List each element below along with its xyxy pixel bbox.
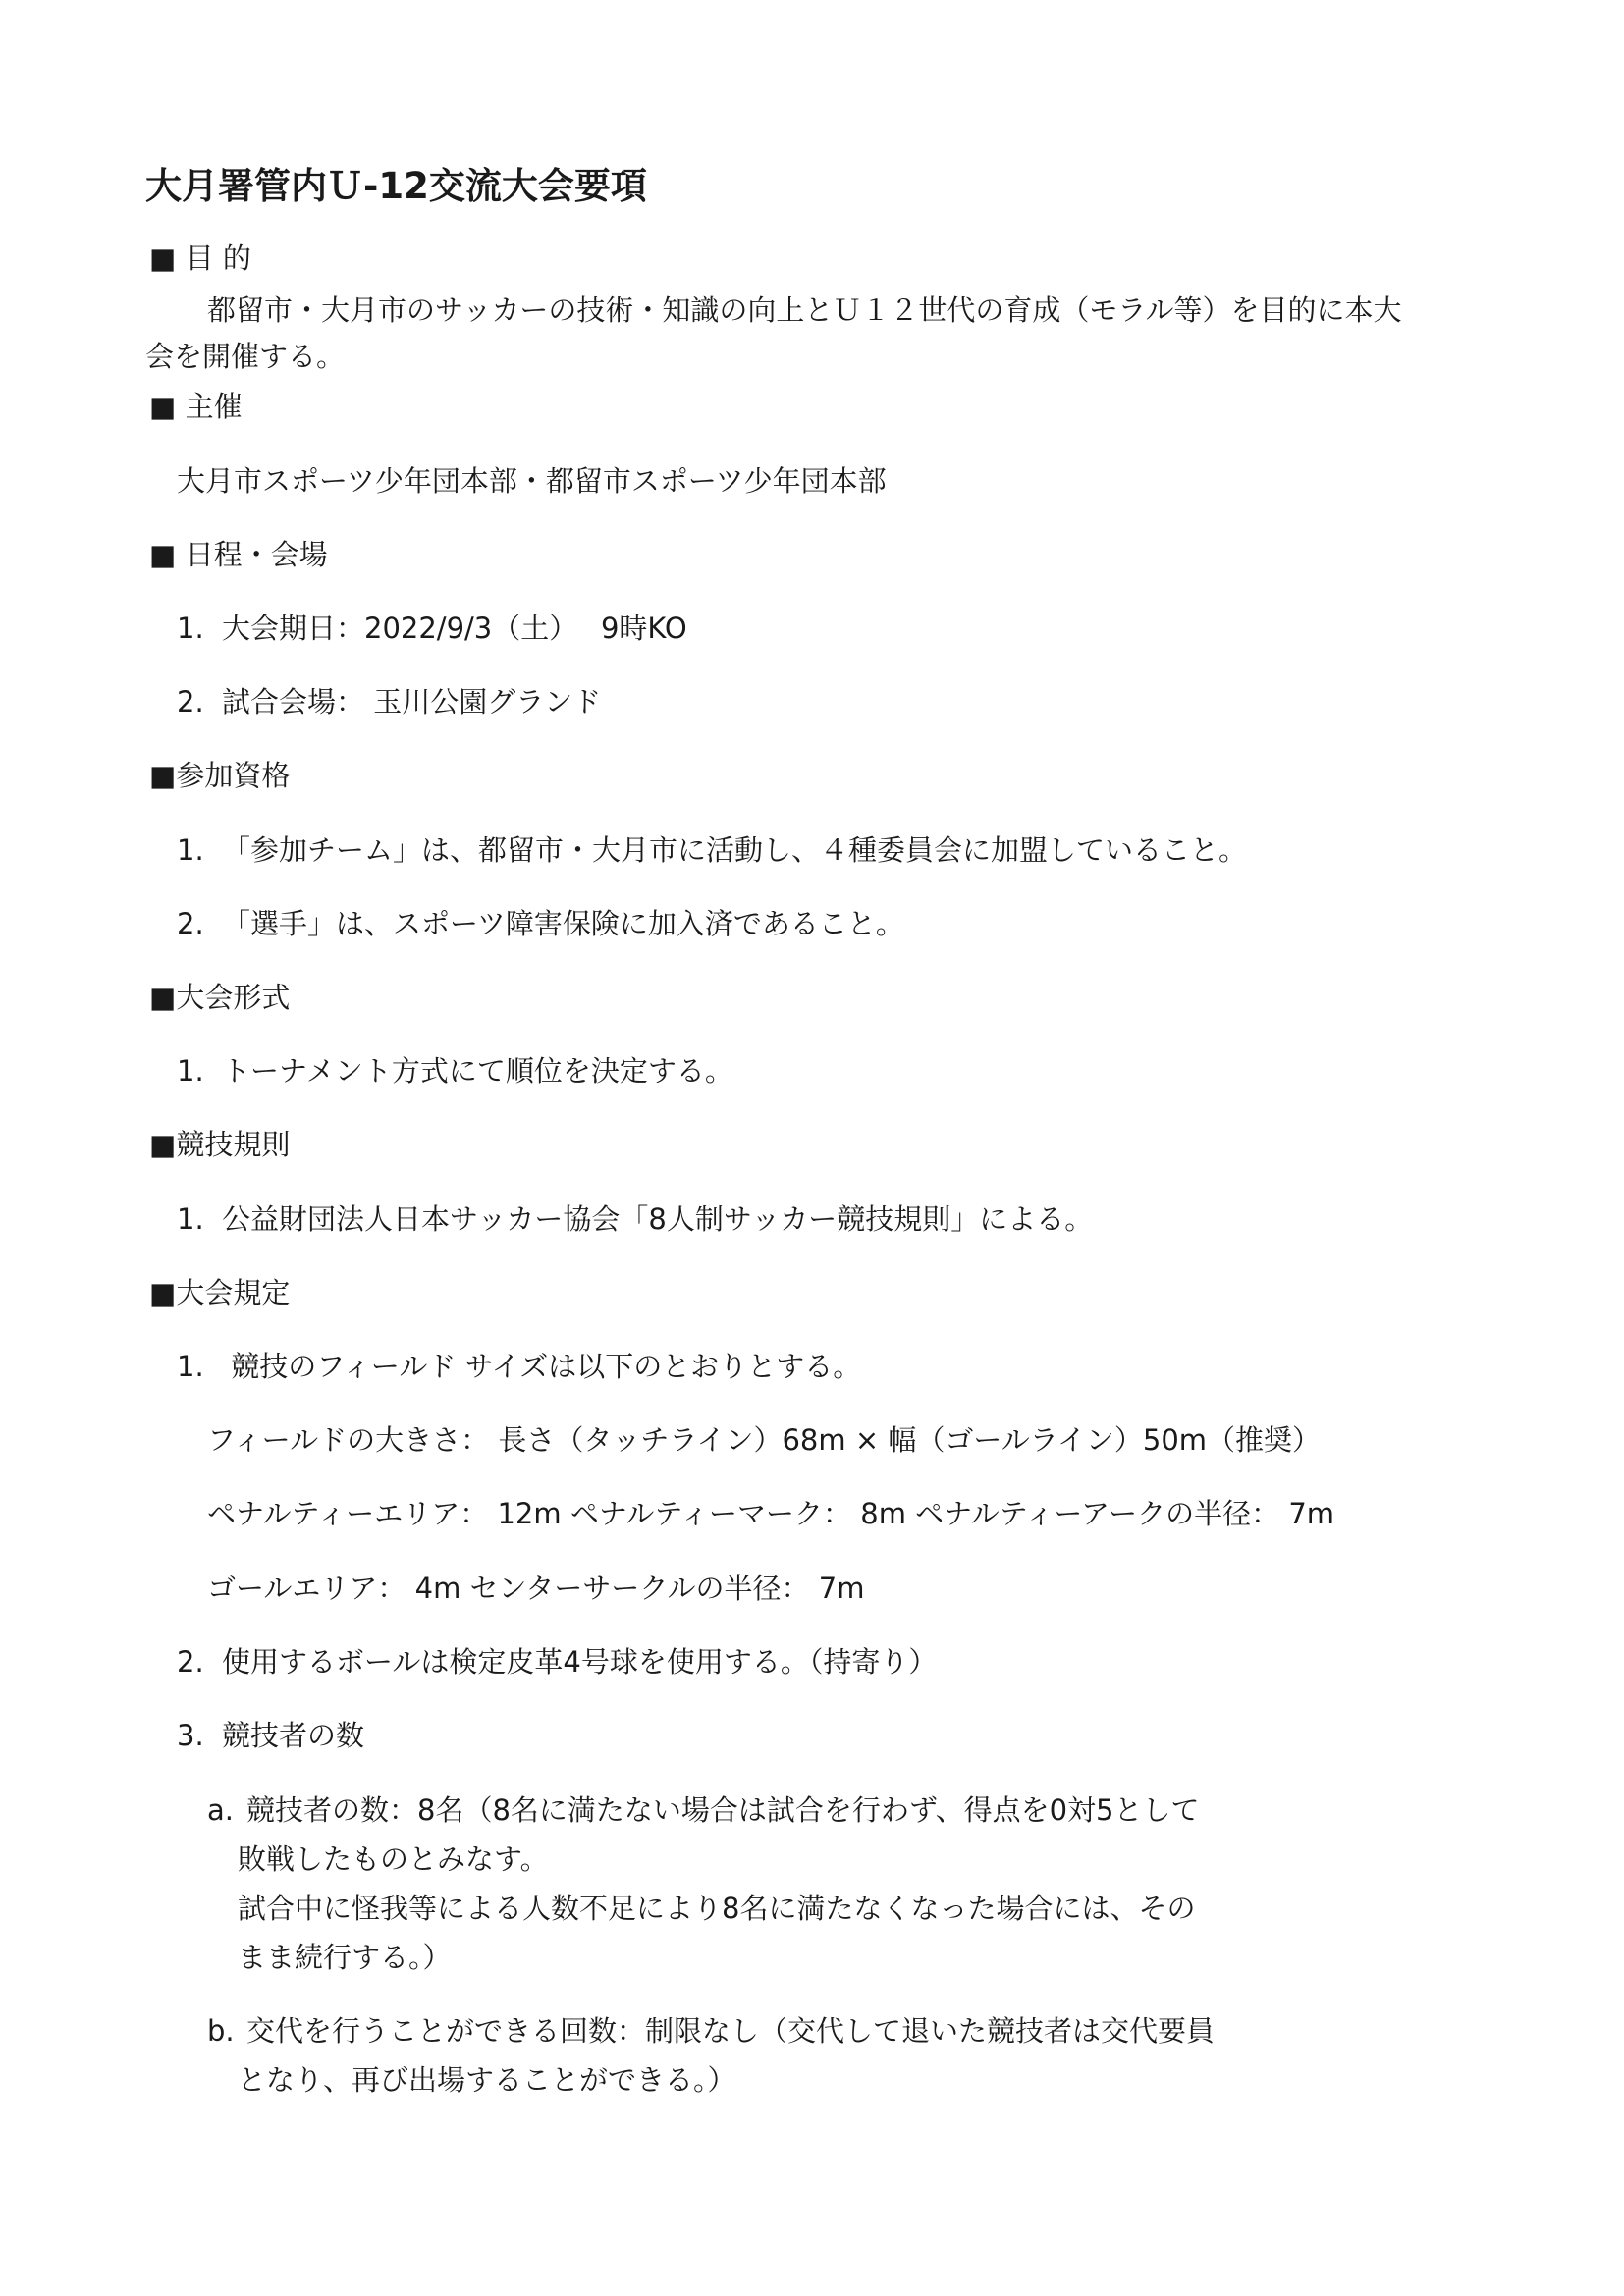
list-item-number: 2.	[177, 685, 204, 719]
list-item	[177, 1718, 364, 1753]
sub-item-a	[207, 1792, 1199, 1828]
list-item-text: 大会期日：2022/9/3（土） 9時KO	[222, 612, 687, 645]
list-item-text: 試合会場： 玉川公園グランド	[222, 685, 602, 719]
list-item	[177, 1349, 861, 1384]
list-item-text: 競技のフィールド サイズは以下のとおりとする。	[222, 1350, 862, 1383]
list-item-number: 2.	[177, 907, 204, 940]
section-heading-rules: ■競技規則	[149, 1128, 291, 1161]
sub-item-a-line4: まま続行する。）	[238, 1941, 452, 1974]
list-item-number: 1.	[177, 1202, 204, 1236]
list-item-text: 公益財団法人日本サッカー協会「8人制サッカー競技規則」による。	[222, 1202, 1094, 1236]
organizer-text: 大月市スポーツ少年団本部・都留市スポーツ少年団本部	[177, 464, 887, 498]
penalty-area-line: ペナルティーエリア： 12m ペナルティーマーク： 8m ペナルティーアークの半径： 7m	[207, 1497, 1335, 1530]
list-item-text: 競技者の数	[222, 1719, 365, 1752]
list-item	[177, 1644, 937, 1680]
list-item	[177, 906, 904, 941]
list-item-number: 2.	[177, 1645, 204, 1679]
list-item-text: 「選手」は、スポーツ障害保険に加入済であること。	[222, 907, 904, 940]
list-item-number: 3.	[177, 1719, 204, 1752]
list-item-number: 1.	[177, 833, 204, 867]
sub-item-b	[207, 2013, 1215, 2049]
purpose-text-line2: 会を開催する。	[145, 340, 346, 373]
sub-item-text: 交代を行うことができる回数：制限なし（交代して退いた競技者は交代要員	[246, 2014, 1216, 2048]
section-heading-purpose: ■ 目 的	[149, 241, 251, 275]
list-item	[177, 832, 1247, 868]
sub-item-label: b.	[207, 2014, 235, 2048]
list-item-text: 使用するボールは検定皮革4号球を使用する。（持寄り）	[222, 1645, 938, 1679]
section-heading-organizer: ■ 主催	[149, 390, 243, 423]
sub-item-a-line3: 試合中に怪我等による人数不足により8名に満たなくなった場合には、その	[238, 1892, 1196, 1925]
list-item-text: トーナメント方式にて順位を決定する。	[222, 1054, 733, 1088]
sub-item-b-line2: となり、再び出場することができる。）	[238, 2063, 736, 2097]
list-item	[177, 1201, 1093, 1237]
list-item	[177, 611, 687, 646]
sub-item-label: a.	[207, 1793, 234, 1827]
list-item-number: 1.	[177, 1054, 204, 1088]
section-heading-schedule: ■ 日程・会場	[149, 538, 328, 571]
sub-item-text: 競技者の数：8名（8名に満たない場合は試合を行わず、得点を0対5として	[246, 1793, 1200, 1827]
list-item-number: 1.	[177, 612, 204, 645]
list-item	[177, 684, 601, 720]
sub-item-a-line2: 敗戦したものとみなす。	[238, 1842, 549, 1876]
section-heading-eligibility: ■参加資格	[149, 759, 291, 792]
list-item-number: 1.	[177, 1350, 204, 1383]
section-heading-regulations: ■大会規定	[149, 1276, 291, 1309]
section-heading-format: ■大会形式	[149, 981, 291, 1014]
list-item-text: 「参加チーム」は、都留市・大月市に活動し、４種委員会に加盟していること。	[222, 833, 1248, 867]
purpose-text-line1: 都留市・大月市のサッカーの技術・知識の向上とＵ１２世代の育成（モラル等）を目的に本大	[207, 294, 1402, 327]
field-size-line: フィールドの大きさ： 長さ（タッチライン）68m × 幅（ゴールライン）50m（推奨）	[207, 1423, 1322, 1457]
document-title: 大月署管内Ｕ-12交流大会要項	[145, 165, 647, 207]
list-item	[177, 1053, 733, 1089]
goal-area-line: ゴールエリア： 4m センターサークルの半径： 7m	[207, 1572, 865, 1605]
